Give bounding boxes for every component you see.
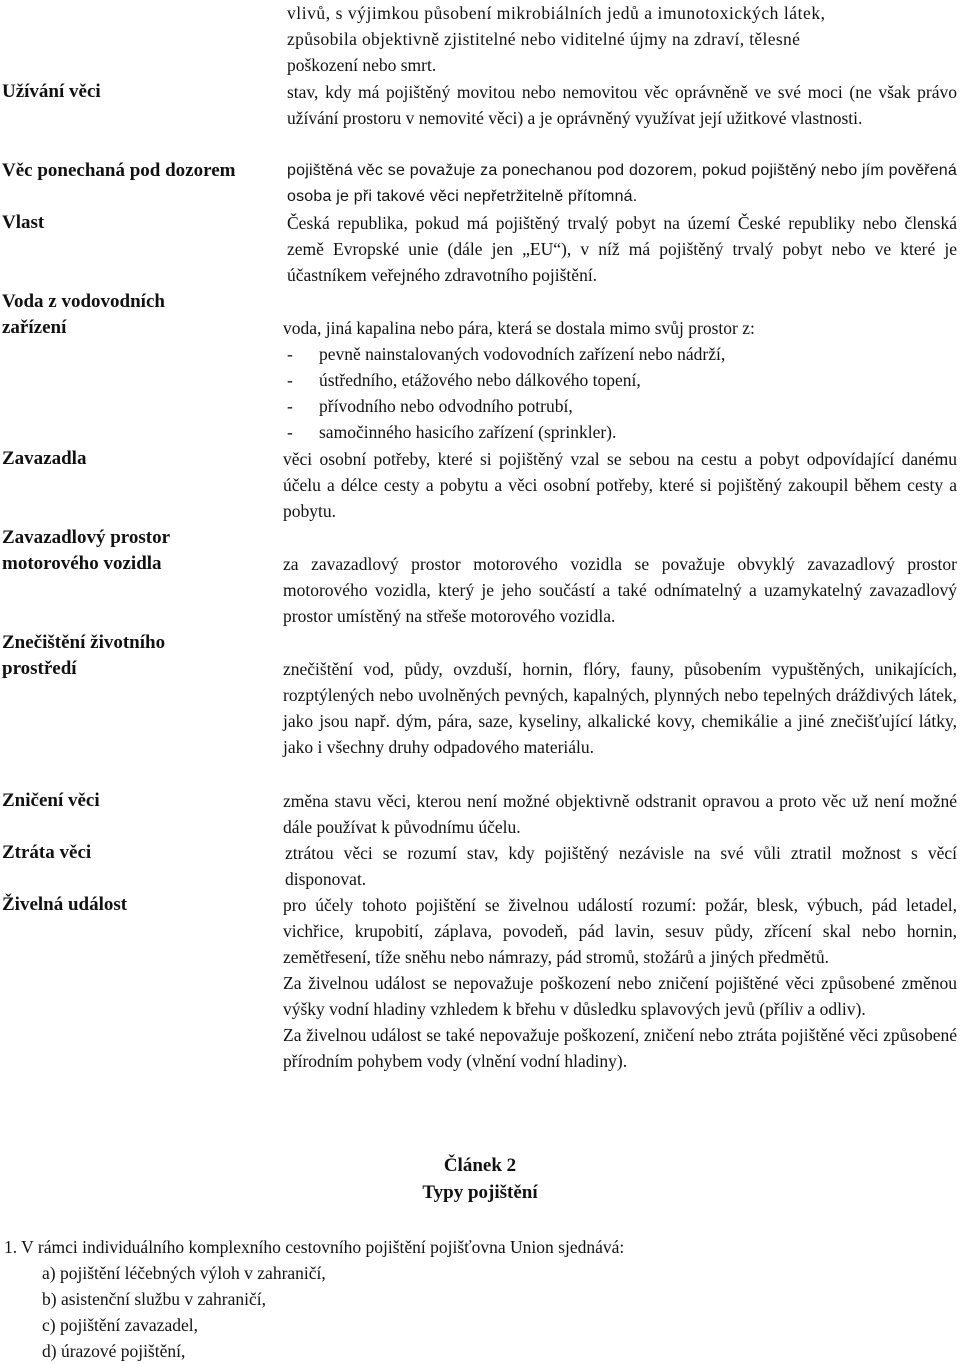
list-item: c) pojištění zavazadel, xyxy=(42,1315,198,1335)
intro-line: způsobila objektivně zjistitelné nebo viditelné újmy na zdraví, tělesné xyxy=(287,29,801,49)
intro-line: poškození nebo smrt. xyxy=(287,55,437,75)
term-vec-pod-dozorem: Věc ponechaná pod dozorem xyxy=(2,160,236,181)
def-zivelna-udalost xyxy=(283,892,957,1074)
term-zniceni-veci: Zničení věci xyxy=(2,790,100,811)
def-zavazadla: věci osobní potřeby, které si pojištěný vzal se sebou na cestu a pobyt odpovídající danému účelu a délce cesty a pobytu a věci osobní potřeby, které si pojištěný zakoupil během cesty a pobytu. xyxy=(283,449,957,521)
term-zivelna-udalost: Živelná událost xyxy=(2,894,128,915)
term-vlast: Vlast xyxy=(2,212,45,233)
voda-list xyxy=(283,341,957,445)
term-zavazadlovy-prostor: Zavazadlový prostor motorového vozidla xyxy=(2,527,170,574)
term-zavazadla: Zavazadla xyxy=(2,448,87,469)
list-item: - pevně nainstalovaných vodovodních zařízení nebo nádrží, xyxy=(283,341,957,367)
def-voda-intro: voda, jiná kapalina nebo pára, která se dostala mimo svůj prostor z: xyxy=(283,318,755,338)
list-item: a) pojištění léčebných výloh v zahraničí, xyxy=(42,1263,326,1283)
article-point-1: 1. V rámci individuálního komplexního cestovního pojištění pojišťovna Union sjednává: xyxy=(4,1237,625,1257)
list-item: b) asistenční službu v zahraničí, xyxy=(42,1289,267,1309)
list-item: - samočinného hasicího zařízení (sprinkler). xyxy=(283,419,957,445)
def-vlast: Česká republika, pokud má pojištěný trvalý pobyt na území České republiky nebo členská země Evropské unie (dále jen „EU“), v níž má pojištěný trvalý pobyt nebo ve které je účastníkem veřejného zdravotního pojištění. xyxy=(287,213,957,285)
list-item: d) úrazové pojištění, xyxy=(42,1341,186,1361)
article-title: Typy pojištění xyxy=(422,1182,538,1203)
article-number: Článek 2 xyxy=(443,1155,517,1176)
def-uzivani-veci: stav, kdy má pojištěný movitou nebo nemovitou věc oprávněně ve své moci (ne však právo užívání prostoru v nemovité věci) a je oprávněný využívat její užitkové vlastnosti. xyxy=(287,82,957,128)
def-zivelna-extra-1: Za živelnou událost se nepovažuje poškození nebo zničení pojištěné věci způsobené změnou výšky vodní hladiny vzhledem k břehu v důsledku splavových jevů (příliv a odliv). xyxy=(283,973,957,1019)
term-znecisteni: Znečištění životního prostředí xyxy=(2,632,166,679)
intro-line: vlivů, s výjimkou působení mikrobiálních jedů a imunotoxických látek, xyxy=(287,3,826,23)
def-ztrata-veci: ztrátou věci se rozumí stav, kdy pojištěný nezávisle na své vůli ztratil možnost s věcí disponovat. xyxy=(285,843,957,889)
list-item: - ústředního, etážového nebo dálkového topení, xyxy=(283,367,957,393)
term-ztrata-veci: Ztráta věci xyxy=(2,842,92,863)
def-zivelna-extra-2: Za živelnou událost se také nepovažuje poškození, zničení nebo ztráta pojištěné věci způsobené přírodním pohybem vody (vlnění vodní hladiny). xyxy=(283,1025,957,1071)
intro-fragment xyxy=(287,0,957,78)
def-znecisteni: znečištění vod, půdy, ovzduší, hornin, flóry, fauny, působením vypuštěných, unikajících, rozptýlených nebo uvolněných pevných, kapalných, plynných nebo tepelných dráždivých látek, jako jsou např. dým, pára, saze, kyseliny, alkalické kovy, chemikálie a jiné znečišťující látky, jako i všechny druhy odpadového materiálu. xyxy=(283,659,957,757)
def-zniceni-veci: změna stavu věci, kterou není možné objektivně odstranit opravou a proto věc už není možné dále používat k původnímu účelu. xyxy=(283,791,957,837)
term-voda: Voda z vodovodních zařízení xyxy=(2,291,165,338)
term-uzivani-veci: Užívání věci xyxy=(2,81,101,102)
article-list xyxy=(4,1234,954,1364)
list-item: - přívodního nebo odvodního potrubí, xyxy=(283,393,957,419)
article-items xyxy=(4,1260,954,1364)
def-voda xyxy=(283,315,957,445)
def-zivelna-text: pro účely tohoto pojištění se živelnou událostí rozumí: požár, blesk, výbuch, pád letadel, vichřice, krupobití, záplava, povodeň, pád lavin, sesuv půdy, zřícení skal nebo hornin, zemětřesení, tíže sněhu nebo námrazy, pád stromů, stožárů a jiných předmětů. xyxy=(283,895,957,967)
def-zavazadlovy-prostor: za zavazadlový prostor motorového vozidla se považuje obvyklý zavazadlový prostor motorového vozidla, který je jeho součástí a také odnímatelný a uzamykatelný zavazadlový prostor umístěný na střeše motorového vozidla. xyxy=(283,554,957,626)
def-vec-pod-dozorem: pojištěná věc se považuje za ponechanou pod dozorem, pokud pojištěný nebo jím pověřená osoba je při takové věci nepřetržitelně přítomná. xyxy=(287,162,957,205)
